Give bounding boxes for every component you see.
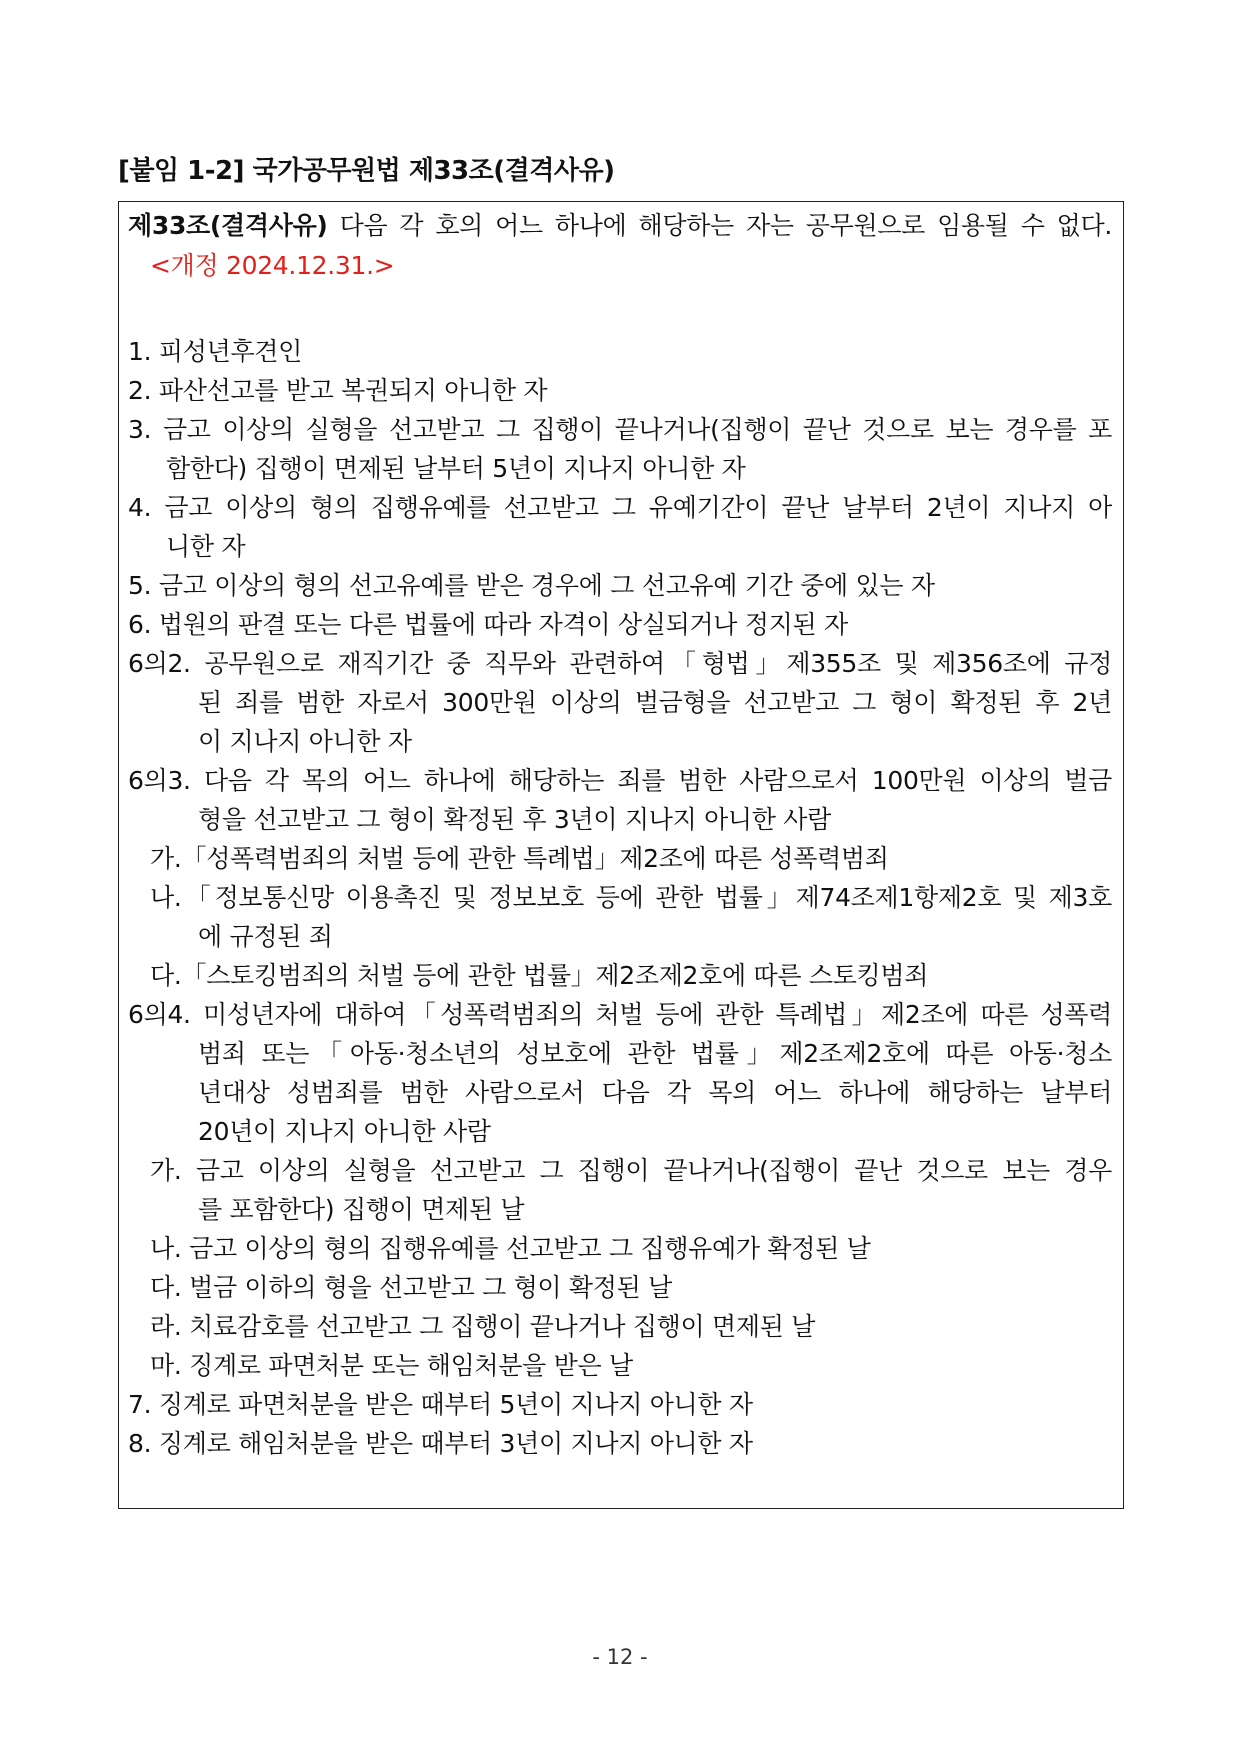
item-2: 2. 파산선고를 받고 복권되지 아니한 자 [128,376,548,405]
item-6-3-ga: 가.「성폭력범죄의 처벌 등에 관한 특례법」제2조에 따른 성폭력범죄 [150,844,889,873]
item-3-cont: 함한다) 집행이 면제된 날부터 5년이 지나지 아니한 자 [166,454,746,483]
item-6-4-ra: 라. 치료감호를 선고받고 그 집행이 끝나거나 집행이 면제된 날 [150,1312,816,1341]
item-6-4-na: 나. 금고 이상의 형의 집행유예를 선고받고 그 집행유예가 확정된 날 [150,1234,871,1263]
item-6-3-da: 다.「스토킹범죄의 처벌 등에 관한 법률」제2조제2호에 따른 스토킹범죄 [150,961,929,990]
item-4: 4. 금고 이상의 형의 집행유예를 선고받고 그 유예기간이 끝난 날부터 2년이 지나지 아 [128,493,1112,522]
item-6-4: 6의4. 미성년자에 대하여「성폭력범죄의 처벌 등에 관한 특례법」제2조에 따른 성폭력 [128,1000,1112,1029]
item-6-4-ga: 가. 금고 이상의 실형을 선고받고 그 집행이 끝나거나(집행이 끝난 것으로 보는 경우 [150,1156,1112,1185]
article-title: 제33조(결격사유) [128,211,328,240]
article-intro: 다음 각 호의 어느 하나에 해당하는 자는 공무원으로 임용될 수 없다. [339,211,1112,240]
page-heading: [붙임 1-2] 국가공무원법 제33조(결격사유) [118,156,615,186]
item-8: 8. 징계로 해임처분을 받은 때부터 3년이 지나지 아니한 자 [128,1429,753,1458]
item-6: 6. 법원의 판결 또는 다른 법률에 따라 자격이 상실되거나 정지된 자 [128,610,848,639]
item-6-4-ga-cont: 를 포함한다) 집행이 면제된 날 [198,1195,525,1224]
item-4-cont: 니한 자 [166,532,246,561]
item-6-2: 6의2. 공무원으로 재직기간 중 직무와 관련하여「형법」제355조 및 제356조에 규정 [128,649,1112,678]
item-6-2-cont2: 이 지나지 아니한 자 [198,727,412,756]
item-6-4-ma: 마. 징계로 파면처분 또는 해임처분을 받은 날 [150,1351,633,1380]
page-number: - 12 - [592,1645,648,1669]
item-6-3-na: 나.「정보통신망 이용촉진 및 정보보호 등에 관한 법률」제74조제1항제2호 및 제3호 [150,883,1112,912]
item-6-3-na-cont: 에 규정된 죄 [198,922,333,951]
item-3: 3. 금고 이상의 실형을 선고받고 그 집행이 끝나거나(집행이 끝난 것으로 보는 경우를 포 [128,415,1112,444]
item-7: 7. 징계로 파면처분을 받은 때부터 5년이 지나지 아니한 자 [128,1390,753,1419]
item-6-3: 6의3. 다음 각 목의 어느 하나에 해당하는 죄를 범한 사람으로서 100만원 이상의 벌금 [128,766,1112,795]
item-6-2-cont: 된 죄를 범한 자로서 300만원 이상의 벌금형을 선고받고 그 형이 확정된 후 2년 [198,688,1112,717]
item-6-4-cont2: 년대상 성범죄를 범한 사람으로서 다음 각 목의 어느 하나에 해당하는 날부터 [198,1078,1112,1107]
item-6-3-cont: 형을 선고받고 그 형이 확정된 후 3년이 지나지 아니한 사람 [198,805,831,834]
article-intro-line [128,207,1112,245]
item-1: 1. 피성년후견인 [128,337,302,366]
amendment-note: <개정 2024.12.31.> [150,251,395,280]
item-5: 5. 금고 이상의 형의 선고유예를 받은 경우에 그 선고유예 기간 중에 있는 자 [128,571,935,600]
item-6-4-da: 다. 벌금 이하의 형을 선고받고 그 형이 확정된 날 [150,1273,672,1302]
item-6-4-cont: 범죄 또는「아동·청소년의 성보호에 관한 법률」제2조제2호에 따른 아동·청소 [198,1039,1112,1068]
item-6-4-cont3: 20년이 지나지 아니한 사람 [198,1117,491,1146]
